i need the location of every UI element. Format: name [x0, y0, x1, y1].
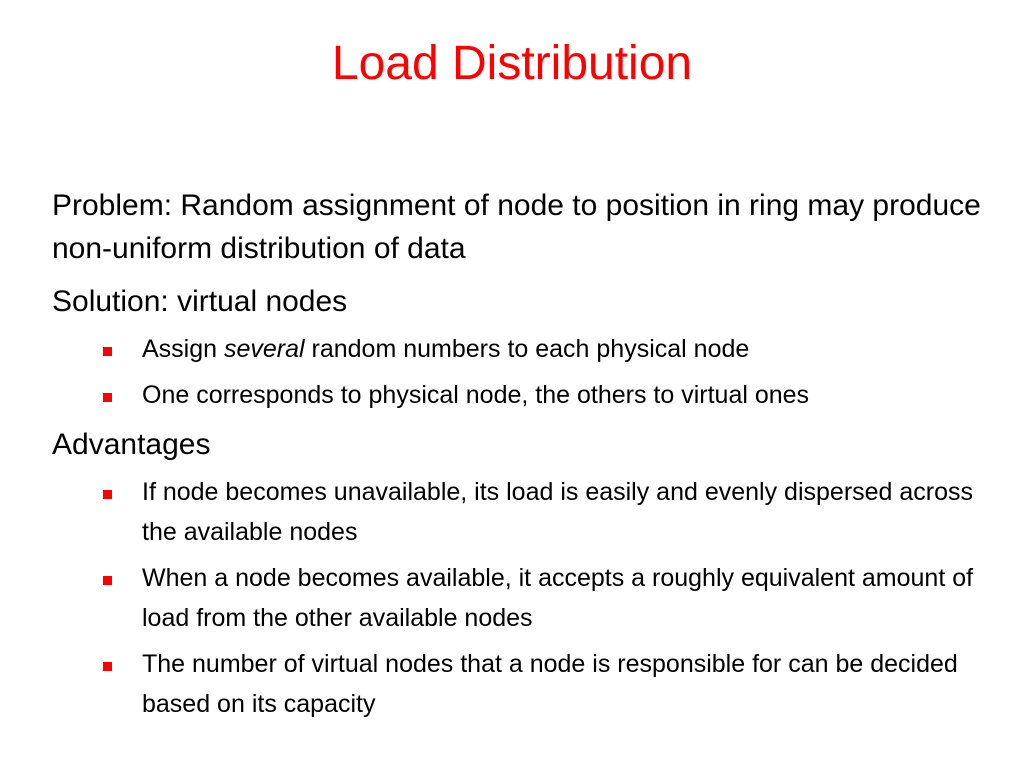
slide-title: Load Distribution: [331, 37, 693, 90]
slide-body: [52, 184, 1012, 732]
square-bullet-icon: [103, 393, 112, 402]
problem-statement: Problem: Random assignment of node to position in ring may produce non-uniform distribution of data: [52, 189, 981, 265]
advantage-item: [142, 644, 1012, 724]
solution-item: [142, 329, 1012, 369]
solution-item-emphasis: several: [223, 335, 305, 363]
solution-item-text: One corresponds to physical node, the others to virtual ones: [142, 381, 810, 409]
advantage-item-text: The number of virtual nodes that a node is responsible for can be decided based on its capacity: [142, 650, 958, 718]
solution-list: [52, 329, 1012, 415]
advantages-list: [52, 472, 1012, 724]
advantage-item: [142, 558, 1012, 638]
advantage-item-text: If node becomes unavailable, its load is easily and evenly dispersed across the available nodes: [142, 478, 974, 546]
advantage-item: [142, 472, 1012, 552]
square-bullet-icon: [103, 490, 112, 499]
square-bullet-icon: [103, 662, 112, 671]
square-bullet-icon: [103, 347, 112, 356]
solution-item-text-before: Assign: [142, 335, 224, 363]
solution-item: [142, 375, 1012, 415]
solution-item-text-after: random numbers to each physical node: [304, 335, 750, 363]
square-bullet-icon: [103, 576, 112, 585]
advantages-heading: Advantages: [52, 428, 211, 461]
advantage-item-text: When a node becomes available, it accepts a roughly equivalent amount of load from the other available nodes: [142, 564, 974, 632]
solution-heading: Solution: virtual nodes: [52, 285, 348, 318]
